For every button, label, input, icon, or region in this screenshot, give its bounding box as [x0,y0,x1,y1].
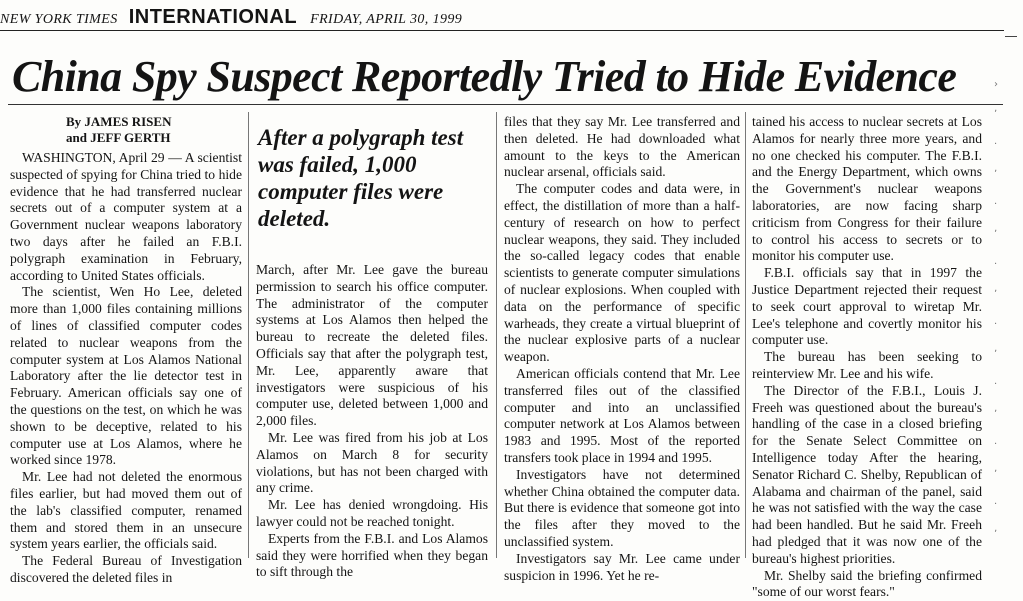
paragraph: The Director of the F.B.I., Louis J. Freeh was questioned about the bureau's handling of the case in a closed briefing for the Senate Select Committee on Intelligence today After the hearing, Senator Richard C. Shelby, Republican of Alabama and chairman of the panel, said he was not satisfied with the way the case had been handled. But he said Mr. Freeh had pledged that it was now one of the bureau's highest priorities. [752,382,982,566]
paragraph: American officials contend that Mr. Lee transferred files out of the classified computer and into an unclassified computer network at Los Alamos between 1983 and 1995. Most of the reported transfers took place in 1994 and 1995. [504,365,740,465]
paragraph: The Federal Bureau of Investigation discovered the deleted files in [10,553,242,585]
paragraph: tained his access to nuclear secrets at Los Alamos for nearly three more years, and no one checked his computer. The F.B.I. and the Energy Department, which owns the Government's nuclear weapons laboratories, are now facing sharp criticism from Congress for their failure to control his access to secrets or to monitor his computer use. [752,114,982,264]
article-column-4 [752,114,982,600]
paragraph: Mr. Lee had not deleted the enormous files earlier, but had moved them out of the lab's classified computer, renamed them and stored them in an unsecure system years earlier, the officials said. [10,469,242,552]
paragraph: The computer codes and data were, in effect, the distillation of more than a half-century of research on how to perfect nuclear weapons, they said. They included the so-called legacy codes that enable scientists to generate computer simulations of nuclear explosions. When coupled with data on the performance of specific warheads, they create a virtual blueprint of the nuclear explosive parts of a nuclear weapon. [504,181,740,365]
pull-quote: After a polygraph test was failed, 1,000 computer files were deleted. [258,125,464,231]
scan-margin-marks: › ʼ · ʼ · ʼ · ʼ · ʼ · ʼ · ʼ · ʼ [994,79,998,540]
column-divider [745,112,746,558]
column-divider [496,112,497,558]
paragraph: F.B.I. officials say that in 1997 the Justice Department rejected their request to seek court approval to wiretap Mr. Lee's telephone and covertly monitor his computer use. [752,265,982,348]
paragraph: Mr. Shelby said the briefing confirmed "some of our worst fears." [752,567,982,600]
issue-date: FRIDAY, APRIL 30, 1999 [310,12,463,27]
paragraph: The bureau has been seeking to reinterview Mr. Lee and his wife. [752,349,982,381]
edge-tick [1005,36,1017,37]
page-folio [0,6,1000,28]
paragraph: The scientist, Wen Ho Lee, deleted more than 1,000 files containing millions of lines of classified computer codes related to nuclear weapons from the computer system at Los Alamos National Laboratory after the lie detector test in February. American officials say one of the questions on the test, on which he was shown to be deceptive, related to his computer use at Los Alamos, where he worked since 1978. [10,284,242,468]
byline-author-2: and JEFF GERTH [66,130,171,145]
article-column-1 [10,114,242,585]
paragraph: Investigators have not determined whether China obtained the computer data. But there is evidence that someone got into the files after they moved to the unclassified system. [504,466,740,549]
paragraph: files that they say Mr. Lee transferred and then deleted. He had downloaded what amount to the keys to the American nuclear arsenal, officials said. [504,114,740,180]
paragraph: Mr. Lee has denied wrongdoing. His lawyer could not be reached tonight. [256,497,488,529]
headline: China Spy Suspect Reportedly Tried to Hide Evidence [12,52,957,101]
section-name: INTERNATIONAL [128,6,298,28]
article-column-3 [504,114,740,583]
paragraph: Mr. Lee was fired from his job at Los Alamos on March 8 for security violations, but has not been charged with any crime. [256,429,488,496]
publication-name: NEW YORK TIMES [0,12,118,27]
article-column-2 [256,262,488,580]
paragraph: Experts from the F.B.I. and Los Alamos said they were horrified when they began to sift through the [256,530,488,580]
column-divider [248,112,249,558]
headline-rule [8,104,1003,105]
paragraph: Investigators say Mr. Lee came under suspicion in 1996. Yet he re- [504,550,740,583]
paragraph: WASHINGTON, April 29 — A scientist suspected of spying for China tried to hide evidence that he had transferred nuclear secrets out of a computer system at a Government nuclear weapons laboratory two days after he failed an F.B.I. polygraph examination in February, according to United States officials. [10,150,242,283]
folio-rule [0,30,1004,31]
paragraph: March, after Mr. Lee gave the bureau permission to search his office computer. The administrator of the computer systems at Los Alamos then helped the bureau to recreate the deleted files. Officials say that after the polygraph test, Mr. Lee, apparently aware that investigators were suspicious of his computer use, deleted between 1,000 and 2,000 files. [256,262,488,429]
byline-author-1: By JAMES RISEN [66,114,172,129]
byline [10,114,242,146]
